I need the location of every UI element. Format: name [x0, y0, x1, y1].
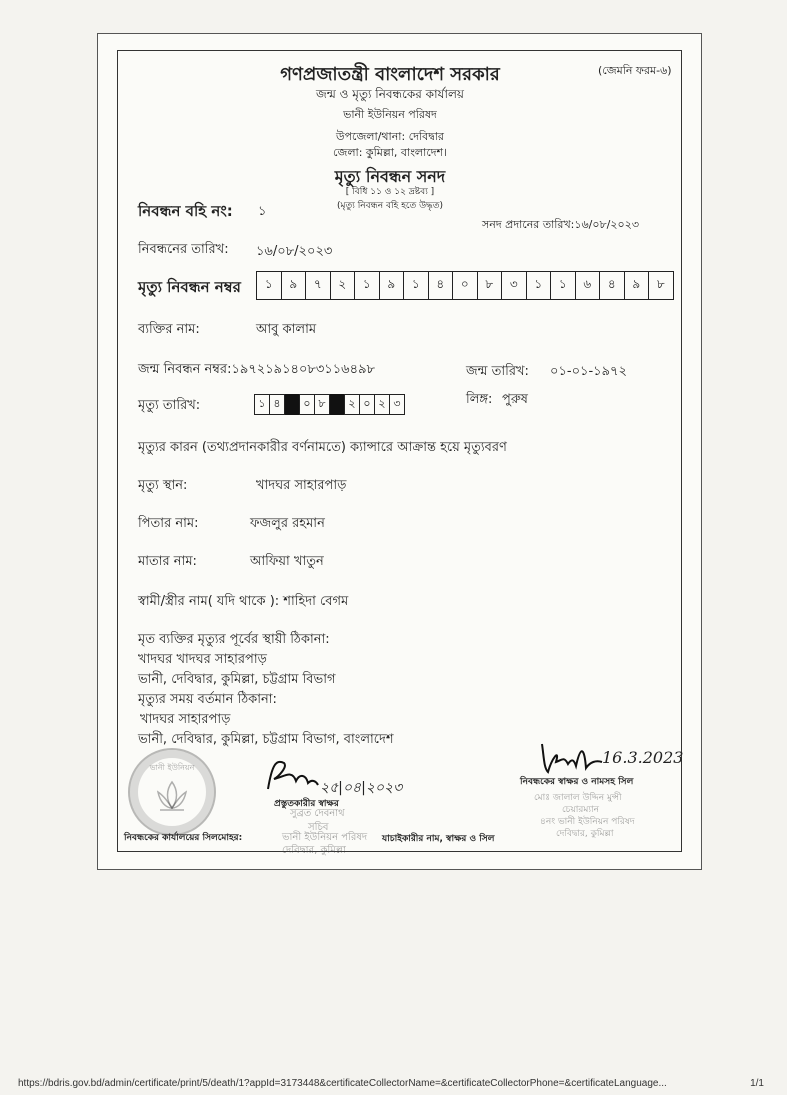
lotus-emblem-icon [152, 778, 192, 814]
gender-label: লিঙ্গ: [466, 392, 493, 407]
office-seal-label: নিবন্ধকের কার্যালয়ের সিলমোহর: [124, 833, 243, 843]
birth-date-value: ০১-০১-১৯৭২ [550, 364, 627, 379]
spouse-line: স্বামী/স্ত্রীর নাম( যদি থাকে ): শাহিদা বেগম [138, 594, 349, 609]
digit-box: ১ [355, 272, 380, 299]
digit-box: ৮ [656, 276, 665, 291]
death-reg-no-boxes [256, 271, 674, 300]
digit-box: ২ [345, 395, 360, 414]
digit-box: ৮ [478, 272, 503, 299]
digit-box: ৪ [273, 397, 281, 410]
death-date-boxes [254, 394, 405, 415]
digit-box: ৩ [393, 397, 401, 410]
handwritten-date-right: 16.3.2023 [602, 748, 684, 767]
office-seal-text: ভানী ইউনিয়ন পরিষদ [282, 832, 368, 843]
registrar-place: দেবিদ্বার, কুমিল্লা [556, 829, 614, 839]
seal-text: ভানী ইউনিয়ন [149, 763, 195, 772]
print-footer [18, 1078, 778, 1089]
office-seal-place: দেবিদ্বার, কুমিল্লা [282, 845, 346, 856]
registrar-signature-label: নিবন্ধকের স্বাক্ষর ও নামসহ সিল [520, 777, 634, 787]
death-reg-no-label: মৃত্যু নিবন্ধন নম্বর [138, 278, 241, 296]
digit-box: ২ [331, 272, 356, 299]
excerpt-note: (মৃত্যু নিবন্ধন বহি হতে উদ্ধৃত) [336, 201, 444, 211]
register-book-label: নিবন্ধন বহি নং: [138, 202, 233, 220]
father-label: পিতার নাম: [138, 516, 199, 531]
permanent-address-line1: খাদঘর খাদঘর সাহারপাড় [138, 652, 267, 667]
district-line: জেলা: কুমিল্লা, বাংলাদেশ। [333, 146, 447, 159]
present-address-line1: খাদঘর সাহারপাড় [140, 712, 231, 727]
form-tag: (জেমনি ফরম-৬) [598, 64, 672, 77]
mother-label: মাতার নাম: [138, 554, 197, 569]
birth-date-label: জন্ম তারিখ: [466, 364, 529, 379]
digit-box: ১ [551, 272, 576, 299]
digit-box: ৮ [318, 397, 326, 410]
digit-box: ১ [257, 272, 282, 299]
register-book-value: ১ [258, 204, 267, 219]
present-address-label: মৃত্যুর সময় বর্তমান ঠিকানা: [138, 692, 277, 707]
digit-box: ৪ [600, 272, 625, 299]
digit-box: ৬ [576, 272, 601, 299]
preparer-signature-label: প্রস্তুতকারীর স্বাক্ষর [274, 799, 339, 809]
birth-reg-no: জন্ম নিবন্ধন নম্বর:১৯৭২১৯১৪০৮৩১১৬৪৯৮ [138, 362, 375, 377]
death-cause: মৃত্যুর কারন (তথ্যপ্রদানকারীর বর্ণনামতে) ক্যান্সারে আক্রান্ত হয়ে মৃত্যুবরণ [138, 440, 507, 455]
registration-date-label: নিবন্ধনের তারিখ: [138, 242, 229, 257]
registrar-office: ৪নং ভানী ইউনিয়ন পরিষদ [540, 817, 635, 827]
death-place-label: মৃত্যু স্থান: [138, 478, 188, 493]
digit-box: ৯ [625, 272, 650, 299]
permanent-address-label: মৃত ব্যক্তির মৃত্যুর পূর্বের স্থায়ী ঠিকানা: [138, 632, 330, 647]
preparer-title: সচিব [308, 822, 329, 833]
digit-box: ১ [404, 272, 429, 299]
issue-date: সনদ প্রদানের তারিখ:১৬/০৮/২০২৩ [482, 218, 639, 231]
registrar-name: মোঃ জালাল উদ্দিন মুন্সী [534, 793, 622, 803]
digit-box: ১ [255, 395, 270, 414]
digit-box: ৭ [306, 272, 331, 299]
name-label: ব্যক্তির নাম: [138, 322, 200, 337]
government-title: গণপ্রজাতন্ত্রী বাংলাদেশ সরকার [280, 64, 500, 85]
permanent-address-line2: ভানী, দেবিদ্বার, কুমিল্লা, চট্টগ্রাম বিভাগ [138, 672, 336, 687]
digit-box: ৯ [380, 272, 405, 299]
mother-value: আফিয়া খাতুন [250, 554, 324, 569]
registrar-signature-icon [538, 738, 606, 778]
gender-value: পুরুষ [502, 392, 528, 407]
death-place-value: খাদঘর সাহারপাড় [256, 478, 347, 493]
digit-box: ০ [453, 272, 478, 299]
death-date-label: মৃত্যু তারিখ: [138, 398, 201, 413]
digit-box: ৪ [429, 272, 454, 299]
digit-box: ২ [375, 395, 390, 414]
office-name: জন্ম ও মৃত্যু নিবন্ধকের কার্যালয় [316, 87, 464, 101]
print-page-count: 1/1 [750, 1078, 764, 1089]
father-value: ফজলুর রহমান [250, 516, 325, 531]
upazila-line: উপজেলা/থানা: দেবিদ্বার [336, 130, 444, 143]
digit-box: ৯ [282, 272, 307, 299]
registration-date-value: ১৬/০৮/২০২৩ [256, 244, 333, 259]
verifier-label: যাচাইকারীর নাম, স্বাক্ষর ও সিল [382, 834, 495, 844]
print-url-bottom: https://bdris.gov.bd/admin/certificate/print/5/death/1?appId=3173448&certificateCollectorName=&certificateCollectorPhone=&certificateLanguage... [18, 1078, 667, 1089]
digit-box: ১ [527, 272, 552, 299]
digit-box: ০ [300, 395, 315, 414]
digit-box: ০ [360, 395, 375, 414]
preparer-name: সুব্রত দেবনাথ [290, 808, 345, 819]
registrar-title: চেয়ারম্যান [562, 805, 599, 815]
handwritten-date-left: ২৫|০৪|২০২৩ [320, 780, 403, 796]
digit-box: ৩ [502, 272, 527, 299]
preparer-signature-icon [262, 755, 322, 795]
union-name: ভানী ইউনিয়ন পরিষদ [343, 108, 437, 121]
office-round-seal [128, 748, 216, 836]
rule-reference: [ বিধি ১১ ও ১২ দ্রষ্টব্য ] [345, 187, 435, 197]
present-address-line2: ভানী, দেবিদ্বার, কুমিল্লা, চট্টগ্রাম বিভাগ, বাংলাদেশ [138, 732, 394, 747]
name-value: আবু কালাম [256, 322, 317, 337]
certificate-title: মৃত্যু নিবন্ধন সনদ [334, 167, 446, 186]
